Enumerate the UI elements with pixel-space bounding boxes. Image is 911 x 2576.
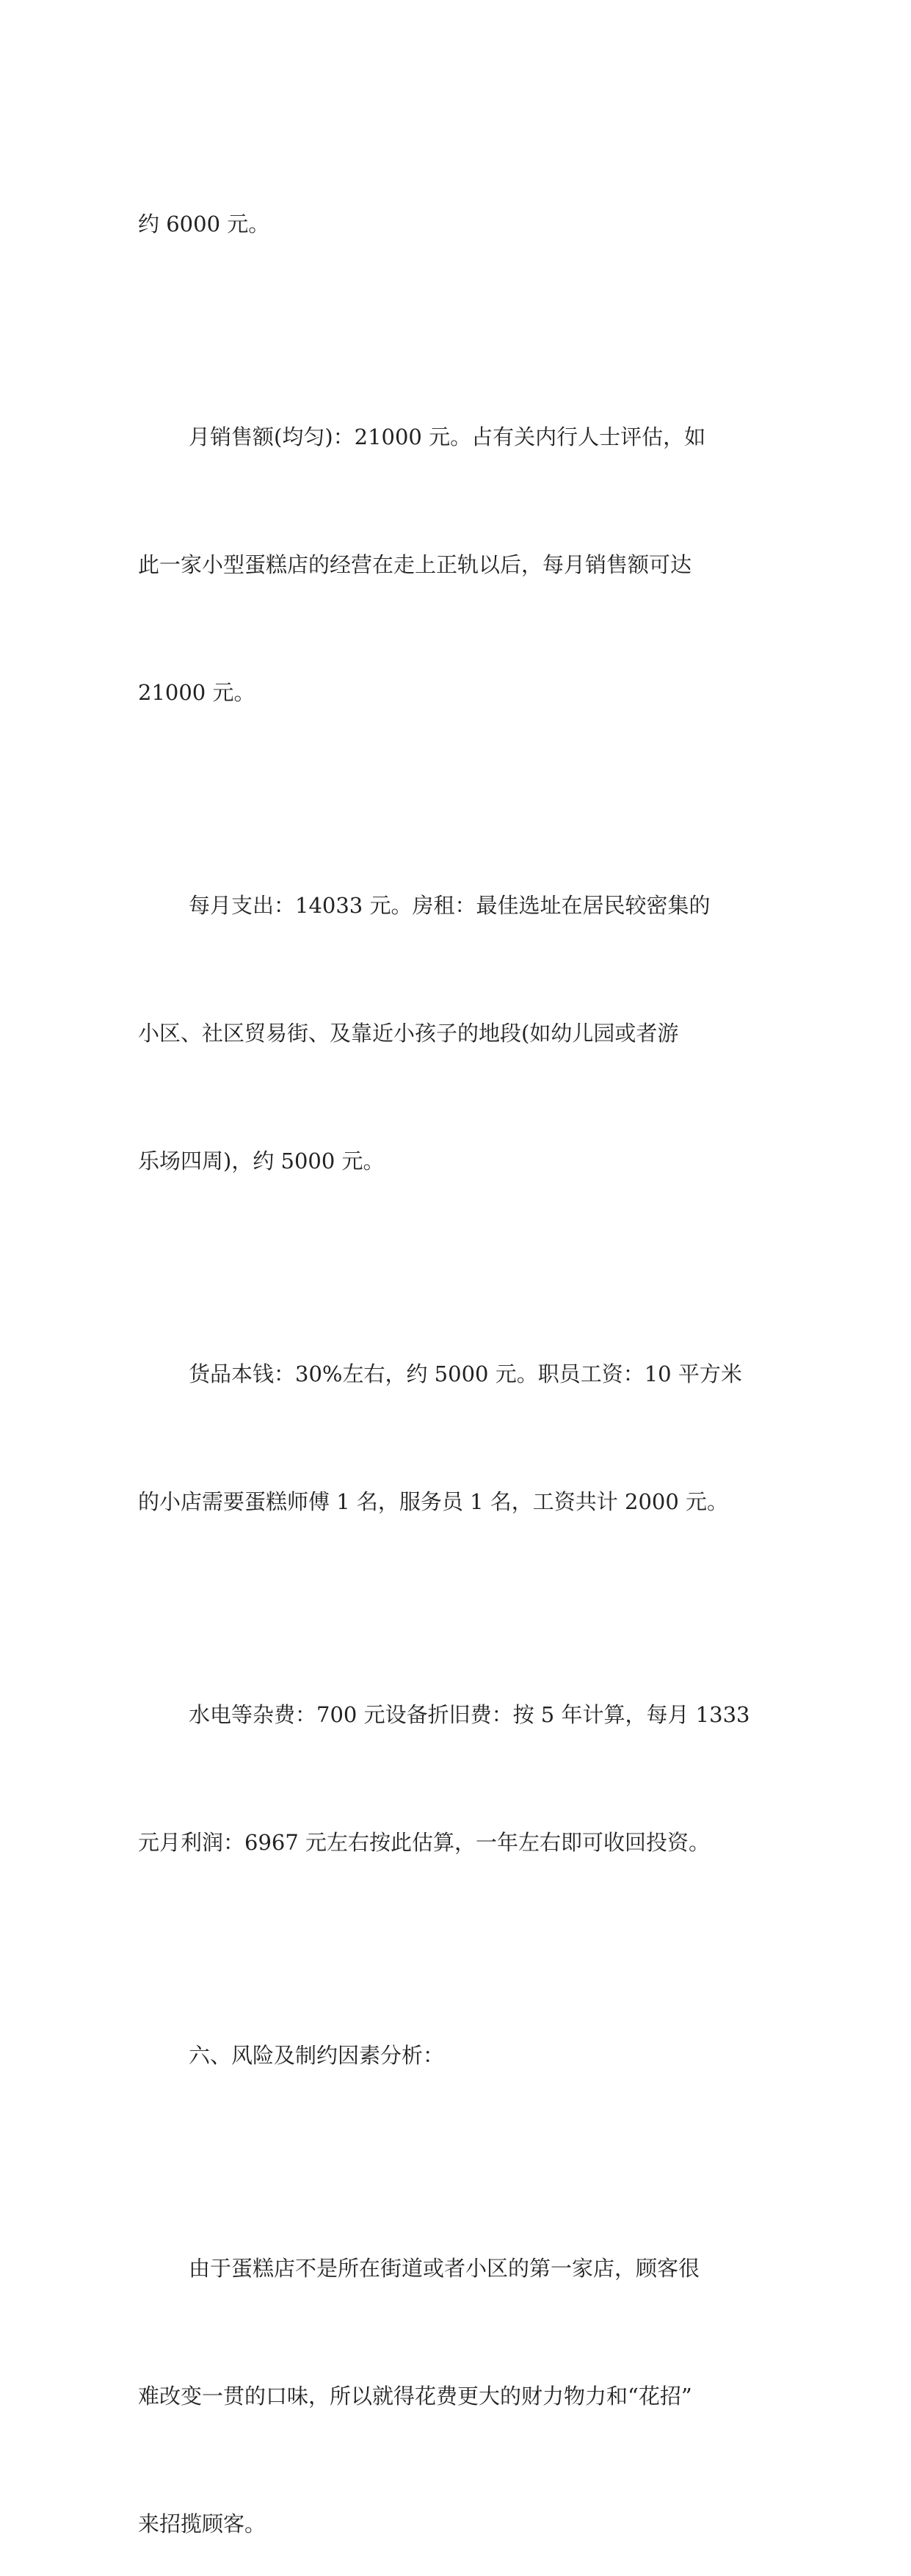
text-line: 水电等杂费：700 元设备折旧费：按 5 年计算，每月 1333 — [189, 1702, 750, 1727]
text-line: 每月支出：14033 元。房租：最佳选址在居民较密集的 — [189, 893, 711, 918]
paragraph-monthly-sales — [138, 330, 774, 799]
section-heading-risk — [138, 1949, 774, 2162]
text-line: 货品本钱：30%左右，约 5000 元。职员工资：10 平方米 — [189, 1361, 742, 1386]
text-line: 难改变一贯的口味，所以就得花费更大的财力物力和“花招” — [138, 2384, 692, 2409]
paragraph-continuation — [138, 117, 774, 330]
text-line: 约 6000 元。 — [138, 211, 270, 236]
text-line: 21000 元。 — [138, 680, 255, 705]
text-line: 的小店需要蛋糕师傅 1 名，服务员 1 名，工资共计 2000 元。 — [138, 1489, 729, 1514]
paragraph-monthly-expenses — [138, 799, 774, 1267]
document-body — [138, 117, 774, 2576]
paragraph-goods-cost — [138, 1267, 774, 1608]
paragraph-utilities-profit — [138, 1608, 774, 1949]
paragraph-risk-analysis — [138, 2162, 774, 2576]
text-line: 月销售额(均匀)：21000 元。占有关内行人士评估，如 — [189, 424, 706, 449]
text-line: 小区、社区贸易街、及靠近小孩子的地段(如幼儿园或者游 — [138, 1021, 679, 1046]
text-line: 此一家小型蛋糕店的经营在走上正轨以后，每月销售额可达 — [138, 552, 692, 577]
text-line: 元月利润：6967 元左右按此估算，一年左右即可收回投资。 — [138, 1830, 711, 1855]
text-line: 乐场四周)，约 5000 元。 — [138, 1148, 385, 1173]
section-heading: 六、风险及制约因素分析： — [189, 2043, 445, 2068]
text-line: 来招揽顾客。 — [138, 2511, 266, 2536]
text-line: 由于蛋糕店不是所在街道或者小区的第一家店，顾客很 — [189, 2256, 700, 2281]
